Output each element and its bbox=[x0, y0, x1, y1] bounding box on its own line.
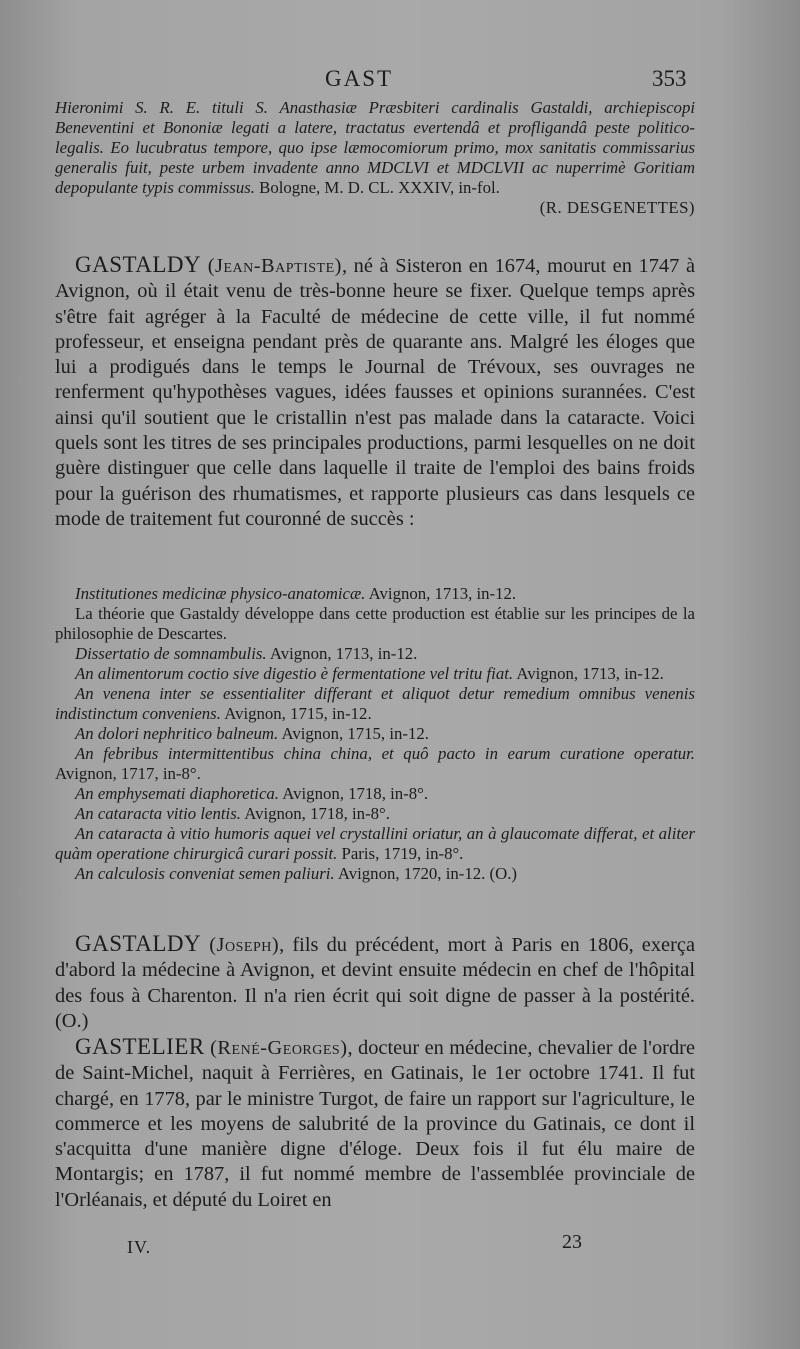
entry-paragraph bbox=[55, 1034, 695, 1213]
work-item bbox=[55, 824, 695, 864]
work-imprint: Avignon, 1715, in-12. bbox=[278, 724, 429, 743]
entry-name: GASTALDY bbox=[75, 931, 202, 956]
work-item bbox=[55, 804, 695, 824]
entry-previous-paragraph bbox=[55, 98, 695, 218]
work-item bbox=[55, 784, 695, 804]
entry-author: (O.) bbox=[55, 1009, 89, 1032]
entry-gastelier bbox=[55, 1034, 695, 1213]
work-title: Dissertatio de somnambulis. bbox=[75, 644, 267, 663]
work-item bbox=[55, 584, 695, 604]
entry-gastaldy-joseph bbox=[55, 931, 695, 1034]
work-title: An emphysemati diaphoretica. bbox=[75, 784, 279, 803]
entry-previous bbox=[55, 98, 695, 218]
signature-mark: IV. bbox=[127, 1237, 152, 1257]
entry-text: , docteur en médecine, chevalier de l'ordre de Saint-Michel, naquit à Ferrières, en Gatinais, le 1er octobre 1741. Il fut chargé, en 1778, par le ministre Turgot, de faire un rapport sur l'agriculture, le commerce et les moyens de salubrité de la province du Gatinais, ce dont il s'acquitta d'une manière digne d'éloge. Deux fois il fut élu maire de Montargis; en 1787, il fut nommé membre de l'assemblée provinciale de l'Orléanais, et député du Loiret en bbox=[55, 1037, 695, 1211]
work-imprint: Avignon, 1713, in-12. bbox=[513, 664, 664, 683]
work-title: An alimentorum coctio sive digestio è fermentatione vel tritu fiat. bbox=[75, 664, 514, 683]
work-note bbox=[55, 604, 695, 644]
work-title: Institutiones medicinæ physico-anatomicæ. bbox=[75, 584, 366, 603]
running-head: GAST bbox=[325, 66, 394, 91]
entry-previous-author: (R. DESGENETTES) bbox=[539, 198, 695, 217]
entry-given-name: (Jean-Baptiste) bbox=[207, 255, 342, 277]
work-item bbox=[55, 684, 695, 724]
entry-name: GASTELIER bbox=[75, 1034, 205, 1059]
work-item bbox=[55, 744, 695, 784]
entry-given-name: (Joseph) bbox=[209, 934, 280, 956]
work-title: An cataracta vitio lentis. bbox=[75, 804, 241, 823]
work-title: An venena inter se essentialiter differant et aliquot detur remedium omnibus venenis indistinctum conveniens. bbox=[55, 684, 695, 723]
work-title: An dolori nephritico balneum. bbox=[75, 724, 279, 743]
work-title: An febribus intermittentibus china china, et quô pacto in earum curatione operatur. bbox=[75, 744, 695, 763]
work-item bbox=[55, 864, 695, 884]
work-imprint: Avignon, 1718, in-8°. bbox=[240, 804, 390, 823]
gathering-number: 23 bbox=[562, 1231, 582, 1253]
entry-name: GASTALDY bbox=[75, 252, 202, 277]
entry-text: , fils du précédent, mort à Paris en 1806, exerça d'abord la médecine à Avignon, et devint ensuite médecin en chef de l'hôpital des fous à Charenton. Il n'a rien écrit qui soit digne de passer à la postérité. bbox=[55, 934, 695, 1007]
entry-previous-title: Hieronimi S. R. E. tituli S. Anasthasiæ Præsbiteri cardinalis Gastaldi, archiepiscopi Beneventini et Bononiæ legati a latere, tractatus evertendâ et profligandâ peste politico-legalis. Eo lucubratus tempore, quo ipse læmocomiorum primo, mox sanitatis commissarius generalis fuit, peste urbem invadente anno MDCLVI et MDCLVII ac nuperrimè Goritiam depopulante typis commissus. bbox=[55, 98, 695, 197]
entry-paragraph bbox=[55, 252, 695, 532]
work-imprint: Paris, 1719, in-8°. bbox=[337, 844, 464, 863]
work-imprint: Avignon, 1715, in-12. bbox=[220, 704, 372, 723]
work-imprint: Avignon, 1713, in-12. bbox=[266, 644, 418, 663]
work-item bbox=[55, 664, 695, 684]
work-imprint: Avignon, 1713, in-12. bbox=[365, 584, 517, 603]
work-title: An calculosis conveniat semen paliuri. bbox=[75, 864, 335, 883]
page-number: 353 bbox=[652, 66, 687, 91]
work-item bbox=[55, 724, 695, 744]
entry-given-name: (René-Georges) bbox=[210, 1037, 348, 1059]
work-imprint: Avignon, 1718, in-8°. bbox=[278, 784, 429, 803]
entry-text: , né à Sisteron en 1674, mourut en 1747 à Avignon, où il était venu de très-bonne heure se fixer. Quelque temps après s'être fait agréger à la Faculté de médecine de cette ville, il fut nommé professeur, et enseigna pendant près de quarante ans. Malgré les éloges que lui a prodigués dans le temps le Journal de Trévoux, ses ouvrages ne renferment qu'hypothèses vagues, idées fausses et opinions surannées. C'est ainsi qu'il soutient que le cristallin n'est pas malade dans la cataracte. Voici quels sont les titres de ses principales productions, parmi lesquelles on ne doit guère distinguer que celle dans laquelle il traite de l'emploi des bains froids pour la guérison des rhumatismes, et rapporte plusieurs cas dans lesquels ce mode de traitement fut couronné de succès : bbox=[55, 255, 695, 530]
entry-paragraph bbox=[55, 931, 695, 1034]
work-title: An cataracta à vitio humoris aquei vel crystallini oriatur, an à glaucomate differat, et aliter quàm operatione chirurgicâ curari possit. bbox=[55, 824, 695, 863]
works-list bbox=[55, 584, 695, 884]
entry-gastaldy-jean-baptiste bbox=[55, 252, 695, 532]
work-imprint: Avignon, 1720, in-12. (O.) bbox=[334, 864, 517, 883]
work-imprint: Avignon, 1717, in-8°. bbox=[55, 764, 201, 783]
entry-previous-imprint: Bologne, M. D. CL. XXXIV, in-fol. bbox=[259, 178, 500, 197]
work-note-text: La théorie que Gastaldy développe dans cette production est établie sur les principes de la philosophie de Descartes. bbox=[55, 604, 695, 643]
work-item bbox=[55, 644, 695, 664]
